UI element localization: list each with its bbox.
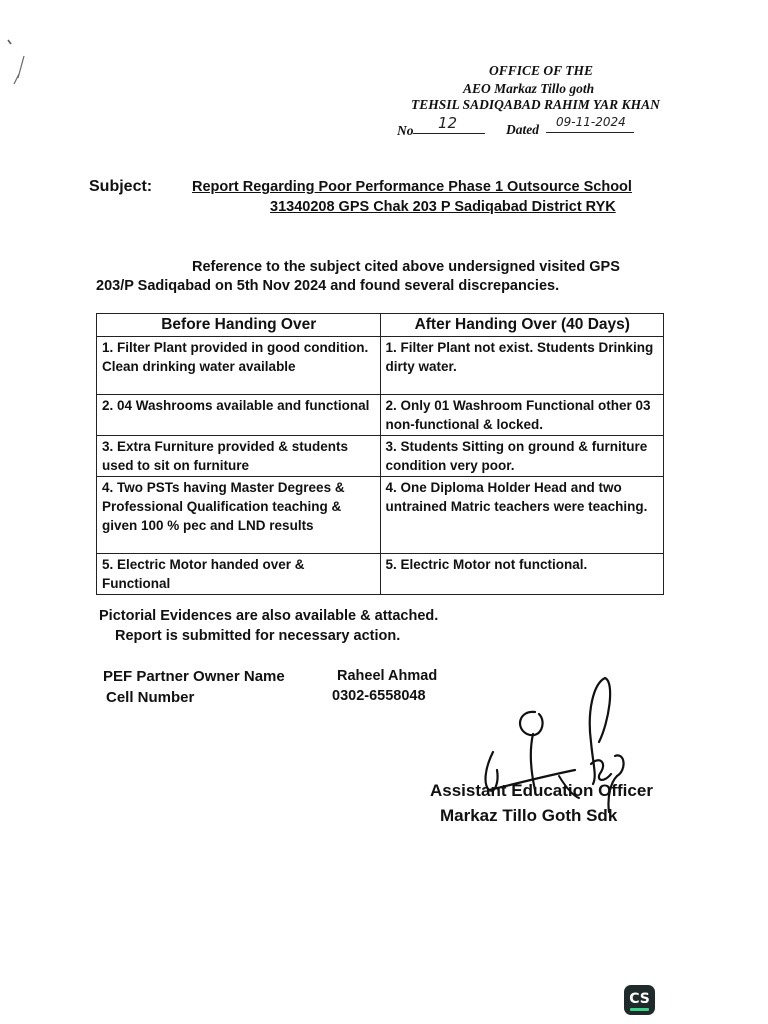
comparison-table <box>96 313 664 595</box>
no-label: No <box>397 123 414 138</box>
reference-line-1: Reference to the subject cited above undersigned visited GPS <box>192 259 620 275</box>
partner-name-label: PEF Partner Owner Name <box>103 668 285 685</box>
header-after: After Handing Over (40 Days) <box>380 314 663 337</box>
subject-line-1: Report Regarding Poor Performance Phase 1 Outsource School <box>192 179 632 195</box>
before-cell: 3. Extra Furniture provided & students used to sit on furniture <box>97 436 381 477</box>
partner-name-value: Raheel Ahmad <box>337 668 438 684</box>
after-cell: 1. Filter Plant not exist. Students Drinking dirty water. <box>380 337 663 395</box>
table-row <box>97 337 664 395</box>
before-cell: 4. Two PSTs having Master Degrees & Professional Qualification teaching & given 100 % pec and LND results <box>97 477 381 554</box>
table-row <box>97 477 664 554</box>
table-row <box>97 554 664 595</box>
camscanner-badge-text: CS <box>629 991 650 1007</box>
after-cell: 4. One Diploma Holder Head and two untrained Matric teachers were teaching. <box>380 477 663 554</box>
closing-line-2: Report is submitted for necessary action. <box>115 628 401 644</box>
table-row <box>97 436 664 477</box>
before-cell: 5. Electric Motor handed over & Functional <box>97 554 381 595</box>
closing-line-1: Pictorial Evidences are also available & attached. <box>99 608 439 624</box>
cell-number-label: Cell Number <box>106 689 195 706</box>
subject-line-2: 31340208 GPS Chak 203 P Sadiqabad District RYK <box>270 199 616 215</box>
after-cell: 5. Electric Motor not functional. <box>380 554 663 595</box>
camscanner-badge-bar <box>630 1008 649 1011</box>
after-cell: 3. Students Sitting on ground & furniture condition very poor. <box>380 436 663 477</box>
dated-label: Dated <box>506 122 539 137</box>
dated-value: 09-11-2024 <box>556 115 626 129</box>
signature <box>475 672 665 832</box>
scan-mark <box>4 34 28 90</box>
signatory-title: Assistant Education Officer <box>430 781 653 800</box>
dated-underline <box>546 132 634 133</box>
subject-label: Subject: <box>89 178 153 195</box>
signatory-place: Markaz Tillo Goth Sdk <box>440 806 618 825</box>
reference-line-2: 203/P Sadiqabad on 5th Nov 2024 and found several discrepancies. <box>96 278 560 294</box>
table-header-row <box>97 314 664 337</box>
office-line-1: OFFICE OF THE <box>489 63 594 78</box>
office-line-3: TEHSIL SADIQABAD RAHIM YAR KHAN <box>411 97 660 112</box>
after-cell: 2. Only 01 Washroom Functional other 03 non-functional & locked. <box>380 395 663 436</box>
no-value: 12 <box>438 114 458 132</box>
camscanner-badge <box>624 985 655 1015</box>
table-row <box>97 395 664 436</box>
office-line-2: AEO Markaz Tillo goth <box>463 81 595 96</box>
before-cell: 1. Filter Plant provided in good condition. Clean drinking water available <box>97 337 381 395</box>
cell-number-value: 0302-6558048 <box>332 688 426 704</box>
before-cell: 2. 04 Washrooms available and functional <box>97 395 381 436</box>
header-before: Before Handing Over <box>97 314 381 337</box>
no-underline <box>413 133 485 134</box>
